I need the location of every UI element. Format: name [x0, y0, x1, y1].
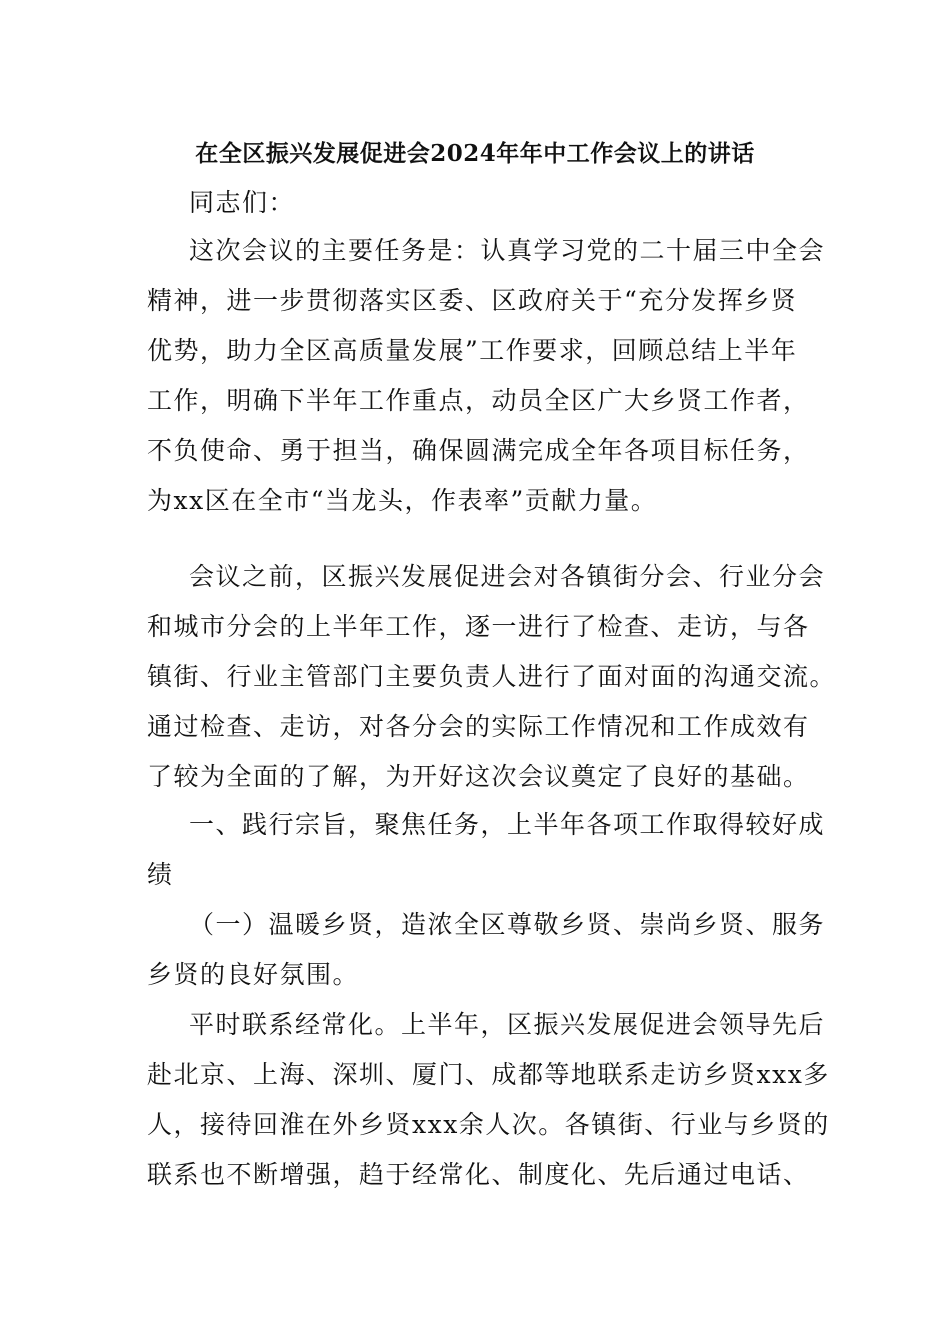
subsection-heading-1 — [147, 900, 826, 1000]
paragraph-line: 人，接待回淮在外乡贤xxx余人次。各镇街、行业与乡贤的 — [147, 1110, 830, 1139]
salutation — [147, 178, 807, 228]
paragraph-line: 精神，进一步贯彻落实区委、区政府关于“充分发挥乡贤 — [147, 286, 798, 315]
heading-line: 乡贤的良好氛围。 — [147, 960, 360, 989]
paragraph-line: 工作，明确下半年工作重点，动员全区广大乡贤工作者， — [147, 386, 810, 415]
paragraph-line: 这次会议的主要任务是：认真学习党的二十届三中全会 — [189, 236, 826, 265]
heading-line: （一）温暖乡贤，造浓全区尊敬乡贤、崇尚乡贤、服务 — [189, 910, 826, 939]
heading-line: 绩 — [147, 860, 174, 889]
paragraph-before-meeting — [147, 552, 837, 802]
paragraph-line: 平时联系经常化。上半年，区振兴发展促进会领导先后 — [189, 1010, 826, 1039]
paragraph-contact — [147, 1000, 830, 1200]
paragraph-line: 和城市分会的上半年工作，逐一进行了检查、走访，与各 — [147, 612, 810, 641]
paragraph-line: 不负使命、勇于担当，确保圆满完成全年各项目标任务， — [147, 436, 810, 465]
salutation-text: 同志们： — [189, 188, 296, 217]
paragraph-line: 通过检查、走访，对各分会的实际工作情况和工作成效有 — [147, 712, 810, 741]
paragraph-line: 联系也不断增强，趋于经常化、制度化、先后通过电话、 — [147, 1160, 810, 1189]
heading-line: 一、践行宗旨，聚焦任务，上半年各项工作取得较好成 — [189, 810, 826, 839]
paragraph-line: 赴北京、上海、深圳、厦门、成都等地联系走访乡贤xxx多 — [147, 1060, 830, 1089]
document-title: 在全区振兴发展促进会2024年年中工作会议上的讲话 — [195, 140, 755, 167]
paragraph-line: 了较为全面的了解，为开好这次会议奠定了良好的基础。 — [147, 762, 810, 791]
paragraph-line: 镇街、行业主管部门主要负责人进行了面对面的沟通交流。 — [147, 662, 837, 691]
paragraph-line: 会议之前，区振兴发展促进会对各镇街分会、行业分会 — [189, 562, 826, 591]
paragraph-line: 优势，助力全区高质量发展”工作要求，回顾总结上半年 — [147, 336, 798, 365]
section-heading-1 — [147, 800, 826, 900]
paragraph-intro — [147, 226, 826, 526]
paragraph-line: 为xx区在全市“当龙头，作表率”贡献力量。 — [147, 486, 658, 515]
